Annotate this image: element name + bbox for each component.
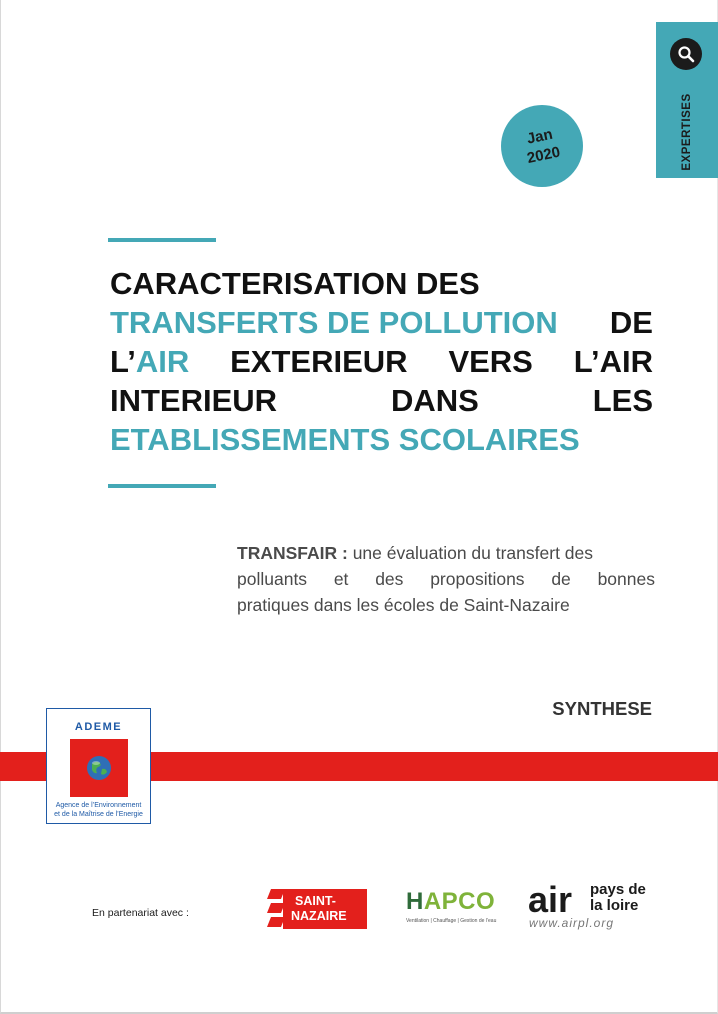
expertises-tab[interactable] [656,22,718,178]
subtitle-line-1: une évaluation du transfert des [352,543,594,563]
subtitle-word: propositions [430,569,525,589]
title-word-exterieur: EXTERIEUR [230,344,408,379]
title-line-1: CARACTERISATION DES [110,266,480,301]
date-badge [501,105,583,187]
ademe-desc-line-1: Agence de l’Environnement [55,802,142,809]
title-prefix-l: L’ [110,344,136,379]
title-rule-top [108,238,216,242]
air-word: air [528,879,573,920]
subtitle [237,540,655,618]
ademe-logo [46,708,151,824]
title-rule-bottom [108,484,216,488]
subtitle-brand: TRANSFAIR : [237,543,348,563]
globe-icon [86,755,112,781]
subtitle-line-3: pratiques dans les écoles de Saint-Nazaire [237,595,570,615]
saint-nazaire-line-2: NAZAIRE [291,909,347,923]
synthese-label: SYNTHESE [552,698,652,719]
title-word-dans: DANS [390,383,479,418]
title-accent-air: AIR [135,344,190,379]
subtitle-word: des [375,569,404,589]
saint-nazaire-line-1: SAINT- [295,894,336,908]
expertises-label: EXPERTISES [681,93,693,171]
air-pays-line-2: la loire [590,897,639,914]
ademe-square [70,739,128,797]
title-word-lair: L’AIR [573,344,653,379]
partners-label: En partenariat avec : [92,907,189,919]
subtitle-word: et [333,569,349,589]
date-year: 2020 [525,143,563,168]
title-accent-transferts: TRANSFERTS DE POLLUTION [110,305,558,340]
hapco-logo [404,888,497,934]
air-pays [590,882,646,914]
ademe-desc-line-2: et de la Maîtrise de l’Energie [54,811,143,818]
title-word-les: LES [592,383,653,418]
air-url: www.airpl.org [529,916,615,930]
hapco-tagline: Ventilation | Chauffage | Gestion de l’eau [406,918,497,924]
title-word-de: DE [609,305,653,340]
subtitle-word: polluants [237,569,308,589]
subtitle-word: bonnes [597,569,655,589]
title-word-vers: VERS [448,344,533,379]
hapco-h: H [406,888,424,915]
title-accent-etablissements: ETABLISSEMENTS SCOLAIRES [110,422,580,457]
title-word-interieur: INTERIEUR [110,383,278,418]
air-pays-line-1: pays de [590,881,646,898]
subtitle-word: de [551,569,571,589]
search-icon[interactable] [670,38,702,70]
ademe-name: ADEME [74,721,123,733]
saint-nazaire-logo [265,885,367,931]
date-month: Jan [525,125,555,148]
hapco-rest: APCO [423,888,496,915]
ademe-description [47,801,150,819]
air-pays-de-la-loire-logo [528,880,658,936]
title-word-air-group [110,344,189,382]
